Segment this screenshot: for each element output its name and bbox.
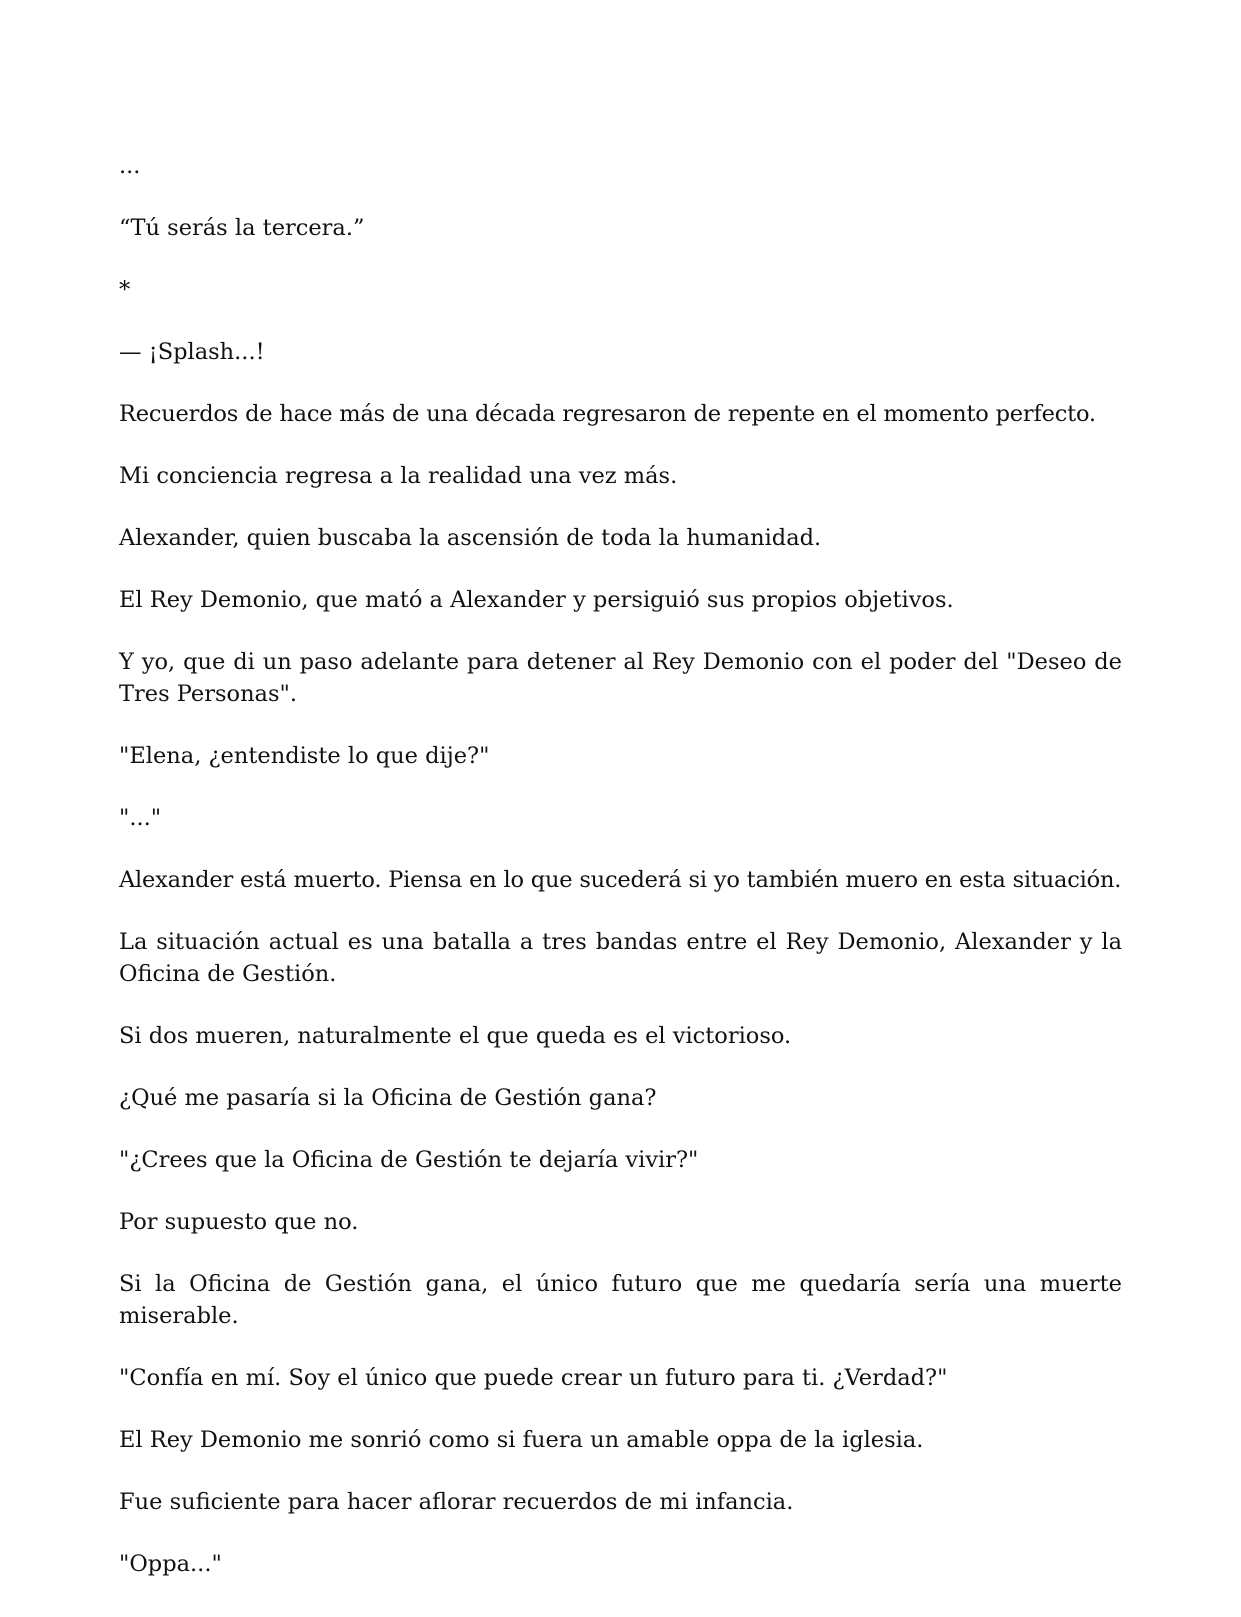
paragraph-y-yo: Y yo, que di un paso adelante para detener al Rey Demonio con el poder del "Deseo de Tres Personas". [119,649,1122,707]
paragraph-splash: — ¡Splash...! [119,339,265,365]
paragraph-recuerdos: Recuerdos de hace más de una década regresaron de repente en el momento perfecto. [119,401,1096,427]
paragraph-alexander-muerto: Alexander está muerto. Piensa en lo que sucederá si yo también muero en esta situación. [119,867,1122,893]
paragraph-crees-que: "¿Crees que la Oficina de Gestión te dejaría vivir?" [119,1147,699,1173]
paragraph-quote-tercera: “Tú serás la tercera.” [119,215,365,241]
document-body [119,150,1122,1610]
scene-break-asterisk: * [119,277,131,303]
paragraph-silence: "..." [119,805,162,831]
paragraph-elena-question: "Elena, ¿entendiste lo que dije?" [119,743,490,769]
paragraph-alexander: Alexander, quien buscaba la ascensión de toda la humanidad. [119,525,822,551]
paragraph-por-supuesto: Por supuesto que no. [119,1209,359,1235]
paragraph-infancia: Fue suficiente para hacer aflorar recuerdos de mi infancia. [119,1489,794,1515]
paragraph-confia: "Confía en mí. Soy el único que puede crear un futuro para ti. ¿Verdad?" [119,1365,948,1391]
paragraph-oppa: "Oppa..." [119,1551,222,1577]
paragraph-situacion-actual: La situación actual es una batalla a tres bandas entre el Rey Demonio, Alexander y la Oficina de Gestión. [119,929,1122,987]
paragraph-ellipsis: ... [119,153,141,179]
paragraph-que-me-pasaria: ¿Qué me pasaría si la Oficina de Gestión gana? [119,1085,657,1111]
paragraph-sonrio: El Rey Demonio me sonrió como si fuera un amable oppa de la iglesia. [119,1427,924,1453]
paragraph-dos-mueren: Si dos mueren, naturalmente el que queda es el victorioso. [119,1023,792,1049]
paragraph-conciencia: Mi conciencia regresa a la realidad una vez más. [119,463,678,489]
paragraph-si-gana: Si la Oficina de Gestión gana, el único futuro que me quedaría sería una muerte miserable. [119,1271,1122,1329]
paragraph-rey-demonio: El Rey Demonio, que mató a Alexander y persiguió sus propios objetivos. [119,587,954,613]
